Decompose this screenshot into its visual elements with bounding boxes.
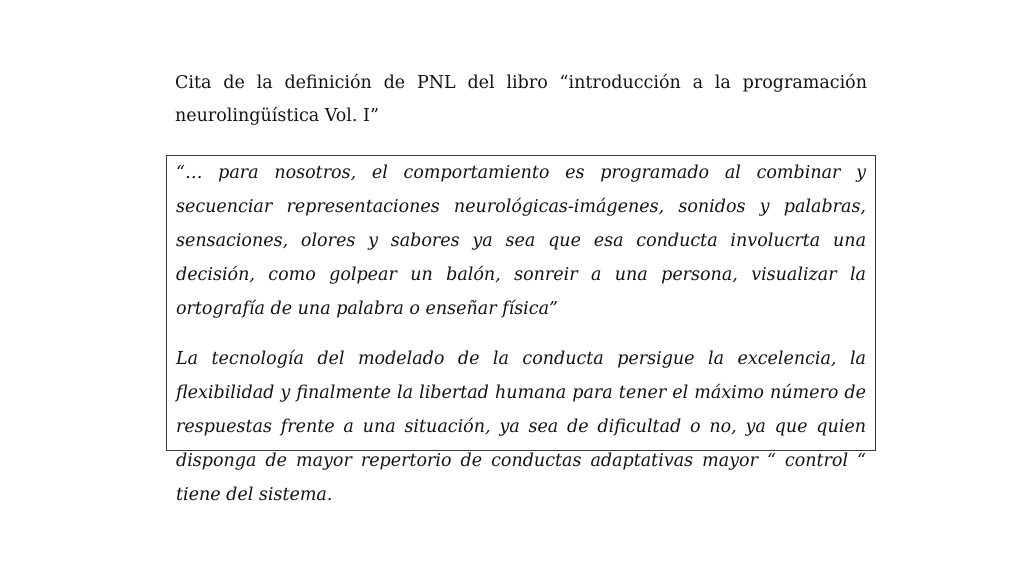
quote-paragraph-1: “… para nosotros, el comportamiento es programado al combinar y secuenciar representaciones neurológicas-imágenes, sonidos y palabras, sensaciones, olores y sabores ya sea que esa conducta involucrta una decisión, como golpear un balón, sonreir a una persona, visualizar la ortografía de una palabra o enseñar física” (176, 163, 866, 319)
slide-heading: Cita de la definición de PNL del libro “introducción a la programación neurolingüística Vol. I” (175, 73, 867, 126)
quote-paragraph-2: La tecnología del modelado de la conducta persigue la excelencia, la flexibilidad y finalmente la libertad humana para tener el máximo número de respuestas frente a una situación, ya sea de dificultad o no, ya que quien disponga de mayor repertorio de conductas adaptativas mayor “ control “ tiene del sistema. (176, 349, 866, 505)
quote-box (166, 155, 876, 505)
